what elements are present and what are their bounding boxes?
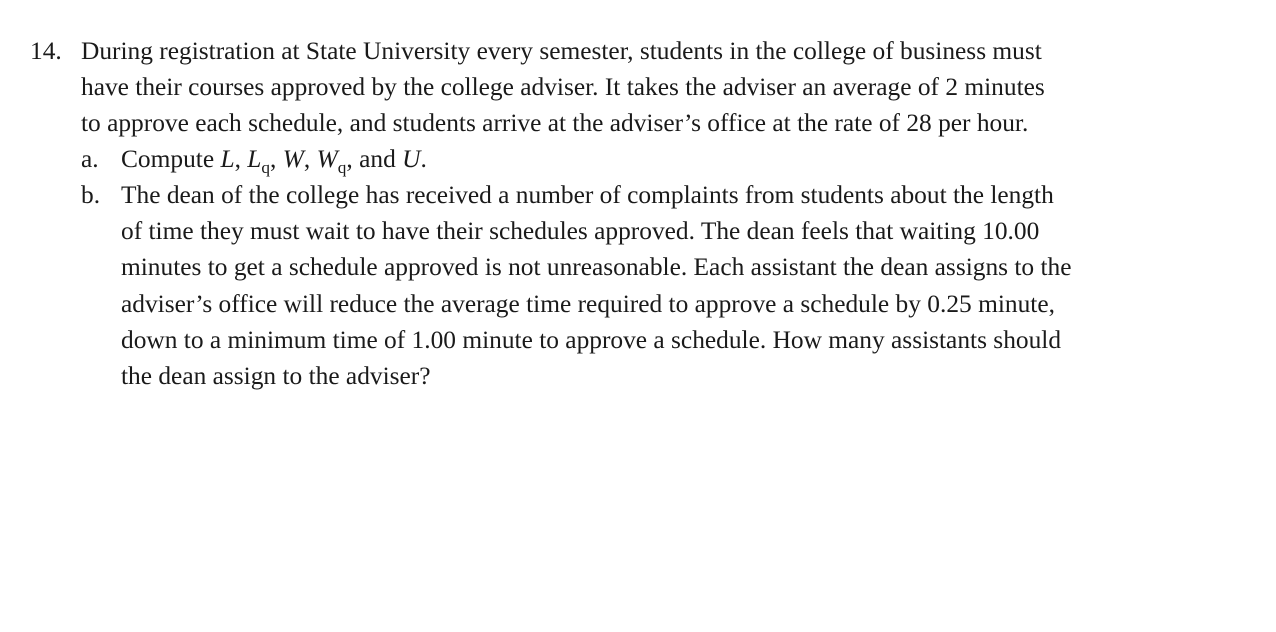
part-b-line: down to a minimum time of 1.00 minute to approve a schedule. How many assistants should xyxy=(121,325,1062,354)
separator: , xyxy=(234,145,248,173)
variable-U: U xyxy=(402,145,421,173)
stem-line: to approve each schedule, and students arrive at the adviser’s office at the rate of 28 per hour. xyxy=(81,109,1029,138)
part-b-label: b. xyxy=(81,181,101,209)
variable-Lq-letter: L xyxy=(247,145,262,173)
variable-Wq-subscript: q xyxy=(337,157,347,177)
variable-Lq-subscript: q xyxy=(261,157,271,177)
problem-stem xyxy=(81,33,1181,142)
part-a-label: a. xyxy=(81,145,99,173)
part-b-line: The dean of the college has received a number of complaints from students about the length xyxy=(121,181,1054,209)
variable-L: L xyxy=(220,145,235,173)
variable-Wq xyxy=(316,145,347,177)
stem-line: During registration at State University every semester, students in the college of business must xyxy=(81,37,1042,65)
part-b-line: adviser’s office will reduce the average time required to approve a schedule by 0.25 minute, xyxy=(121,289,1055,318)
variable-Lq xyxy=(247,145,271,177)
separator: , xyxy=(303,145,317,173)
part-b-line: the dean assign to the adviser? xyxy=(121,361,431,390)
part-a-text xyxy=(121,141,427,180)
part-a-suffix: . xyxy=(420,145,427,173)
separator: , xyxy=(270,145,283,173)
variable-W: W xyxy=(282,145,304,173)
stem-line: have their courses approved by the college adviser. It takes the adviser an average of 2 minutes xyxy=(81,73,1045,102)
separator: , and xyxy=(346,145,403,173)
problem-number: 14. xyxy=(30,37,62,65)
part-b-text xyxy=(121,177,1072,394)
variable-Wq-letter: W xyxy=(316,145,338,173)
part-b-line: minutes to get a schedule approved is not unreasonable. Each assistant the dean assigns to the xyxy=(121,253,1072,282)
part-b-line: of time they must wait to have their schedules approved. The dean feels that waiting 10.00 xyxy=(121,217,1040,246)
part-a-prefix: Compute xyxy=(121,145,221,173)
